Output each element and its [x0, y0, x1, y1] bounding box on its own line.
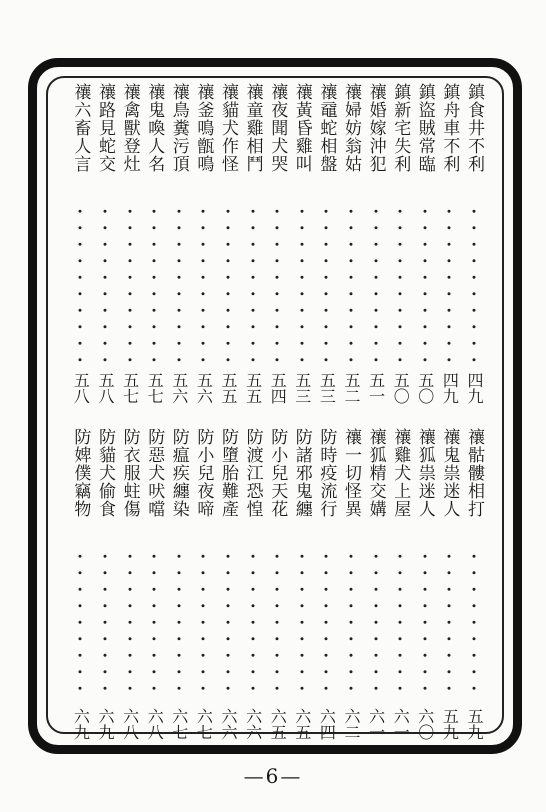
- dot-leader: [398, 548, 402, 698]
- entry-title: 禳一切怪異: [341, 428, 361, 518]
- entry-title: 禳婚嫁沖犯: [365, 83, 386, 173]
- dot-leader: [300, 548, 304, 698]
- entry-page-number: 六七: [169, 708, 189, 740]
- entry-page-number: 五七: [145, 372, 165, 404]
- entry-title: 禳黃昏雞叫: [291, 83, 312, 173]
- entry-title: 鎮舟車不利: [439, 83, 460, 173]
- entry-title: 防貓犬偷食: [95, 428, 115, 518]
- dot-leader: [177, 548, 181, 698]
- entry-page-number: 五四: [268, 372, 288, 404]
- entry-title: 禳貓犬作怪: [218, 83, 238, 173]
- entry-page-number: 五二: [342, 372, 361, 404]
- dot-leader: [398, 203, 402, 363]
- entry-title: 禳狐祟迷人: [414, 428, 435, 518]
- dot-leader: [251, 203, 255, 363]
- dot-leader: [472, 548, 476, 698]
- entry-title: 防渡江恐惶: [242, 428, 263, 518]
- entry-page-number: 五五: [243, 372, 263, 404]
- entry-title: 鎮新宅失利: [390, 83, 411, 173]
- entry-page-number: 六八: [120, 708, 140, 740]
- entry-page-number: 五六: [194, 372, 214, 404]
- entry-title: 禳鬼喚人名: [144, 83, 165, 173]
- dot-leader: [103, 203, 107, 363]
- dot-leader: [447, 548, 451, 698]
- entry-page-number: 五七: [120, 372, 140, 404]
- entry-page-number: 六七: [194, 708, 214, 740]
- entry-page-number: 五八: [96, 372, 115, 404]
- dot-leader: [349, 203, 353, 363]
- entry-page-number: 五九: [440, 708, 460, 740]
- entry-title: 防墮胎難產: [218, 428, 238, 518]
- dot-leader: [226, 203, 230, 363]
- dot-leader: [201, 548, 205, 698]
- entry-page-number: 六八: [145, 708, 165, 740]
- dot-leader: [300, 203, 304, 363]
- entry-page-number: 五三: [292, 372, 312, 404]
- dot-leader: [128, 548, 132, 698]
- dot-leader: [78, 548, 82, 698]
- entry-title: 禳路見蛇交: [95, 83, 115, 173]
- entry-page-number: 五一: [366, 372, 386, 404]
- entry-title: 防婢僕竊物: [70, 428, 91, 518]
- dot-leader: [78, 203, 82, 363]
- dot-leader: [349, 548, 353, 698]
- dot-leader: [447, 203, 451, 363]
- entry-title: 禳骷髏相打: [464, 428, 484, 518]
- dot-leader: [103, 548, 107, 698]
- entry-page-number: 六六: [243, 708, 263, 740]
- entry-page-number: 六九: [96, 708, 115, 740]
- entry-title: 禳黿蛇相盤: [316, 83, 337, 173]
- entry-page-number: 五六: [169, 372, 189, 404]
- dot-leader: [324, 548, 328, 698]
- dot-leader: [152, 203, 156, 363]
- entry-page-number: 五九: [465, 708, 484, 740]
- entry-title: 禳鳥糞污頂: [168, 83, 189, 173]
- entry-title: 鎮盜賊常臨: [414, 83, 435, 173]
- entry-title: 鎮食井不利: [464, 83, 484, 173]
- entry-title: 防衣服蛀傷: [119, 428, 140, 518]
- entry-page-number: 六九: [71, 708, 91, 740]
- dot-leader: [324, 203, 328, 363]
- dot-leader: [423, 203, 427, 363]
- entry-title: 禳婦妨翁姑: [341, 83, 361, 173]
- entry-page-number: 六四: [317, 708, 337, 740]
- entry-page-number: 五〇: [415, 372, 435, 404]
- entry-page-number: 六一: [366, 708, 386, 740]
- entry-title: 防諸邪鬼纏: [291, 428, 312, 518]
- dot-leader: [128, 203, 132, 363]
- dot-leader: [177, 203, 181, 363]
- entry-title: 防時疫流行: [316, 428, 337, 518]
- entry-title: 禳六畜人言: [70, 83, 91, 173]
- entry-page-number: 六一: [391, 708, 411, 740]
- entry-page-number: 四九: [465, 372, 484, 404]
- entry-title: 防瘟疾纏染: [168, 428, 189, 518]
- entry-page-number: 六二: [342, 708, 361, 740]
- entry-title: 禳釜鳴甑鳴: [193, 83, 214, 173]
- dot-leader: [423, 548, 427, 698]
- entry-title: 禳鬼祟迷人: [439, 428, 460, 518]
- dot-leader: [226, 548, 230, 698]
- entry-title: 防惡犬吠噹: [144, 428, 165, 518]
- entry-page-number: 四九: [440, 372, 460, 404]
- entry-title: 防小兒夜啼: [193, 428, 214, 518]
- dot-leader: [472, 203, 476, 363]
- entry-title: 防小兒天花: [267, 428, 288, 518]
- entry-page-number: 六〇: [415, 708, 435, 740]
- entry-page-number: 六五: [268, 708, 288, 740]
- dot-leader: [275, 548, 279, 698]
- entry-title: 禳狐精交媾: [365, 428, 386, 518]
- entry-page-number: 五三: [317, 372, 337, 404]
- entry-title: 禳雞犬上屋: [390, 428, 411, 518]
- entry-page-number: 五八: [71, 372, 91, 404]
- entry-page-number: 六五: [292, 708, 312, 740]
- entry-page-number: 五五: [219, 372, 238, 404]
- dot-leader: [374, 203, 378, 363]
- entry-page-number: 五〇: [391, 372, 411, 404]
- page-number: —6—: [243, 764, 303, 788]
- entry-page-number: 六六: [219, 708, 238, 740]
- dot-leader: [152, 548, 156, 698]
- dot-leader: [275, 203, 279, 363]
- entry-title: 禳夜聞犬哭: [267, 83, 288, 173]
- dot-leader: [374, 548, 378, 698]
- dot-leader: [201, 203, 205, 363]
- dot-leader: [251, 548, 255, 698]
- entry-title: 禳禽獸登灶: [119, 83, 140, 173]
- entry-title: 禳童雞相鬥: [242, 83, 263, 173]
